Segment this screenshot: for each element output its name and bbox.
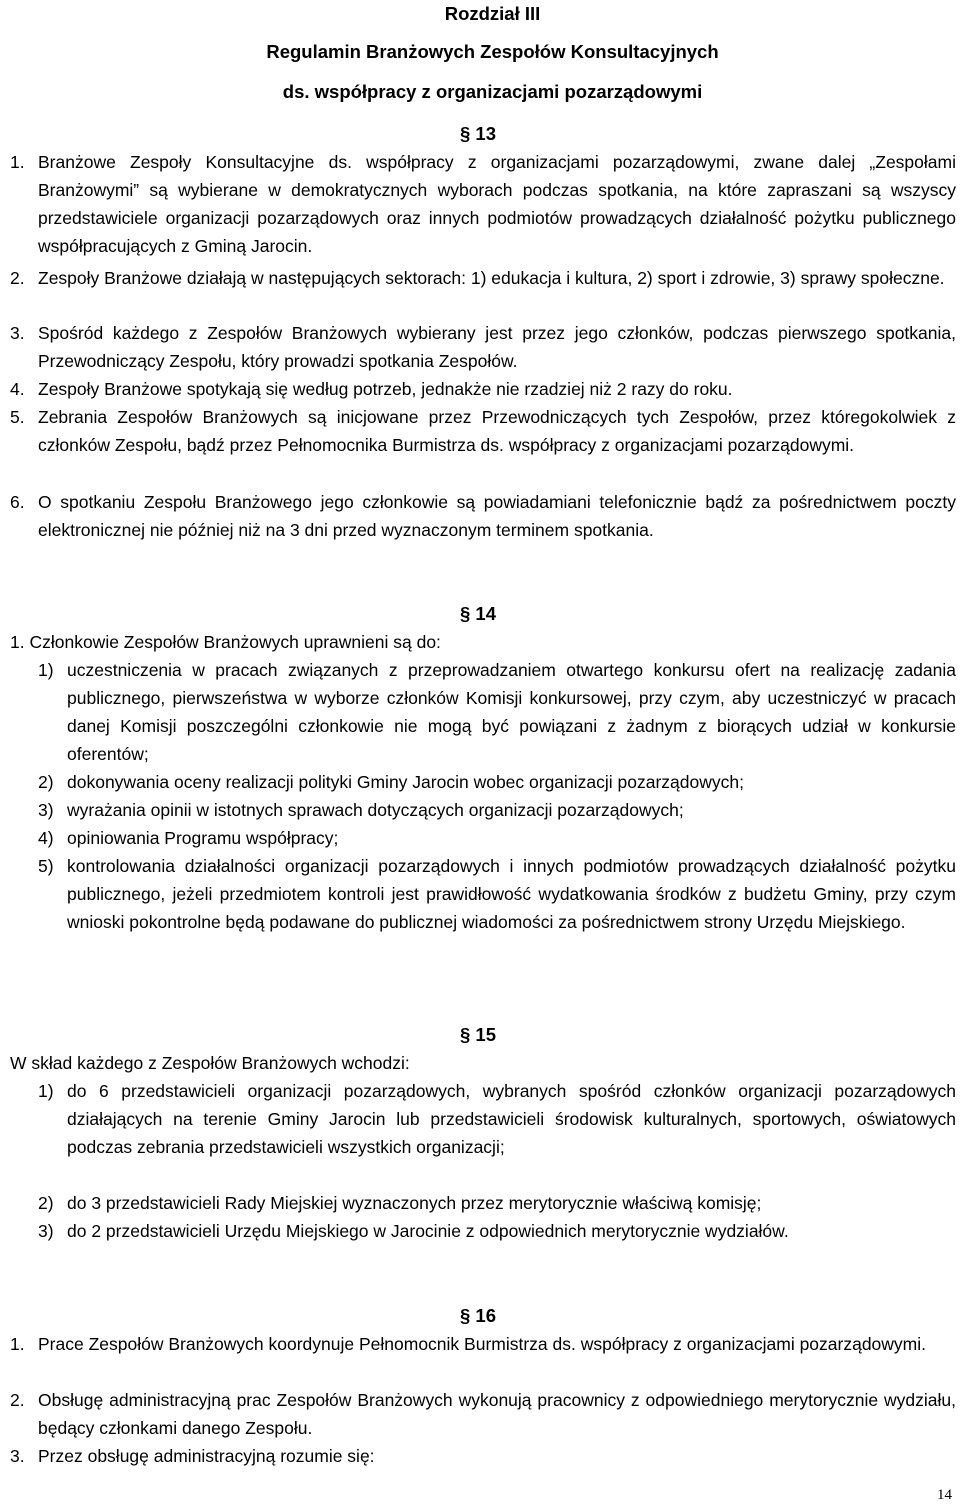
s16-item-2-number: 2. <box>10 1390 25 1410</box>
s14-item-2-text: dokonywania oceny realizacji polityki Gminy Jarocin wobec organizacji pozarządowych; <box>67 772 744 792</box>
s13-item-6 <box>0 488 956 544</box>
s14-item-1-text: uczestniczenia w pracach związanych z przeprowadzaniem otwartego konkursu ofert na realizację zadania publicznego, pierwszeństwa w wyborze członków Komisji konkursowej, przy czym, aby uczestniczyć w pracach danej Komisji poszczególni członkowie nie mogą być powiązani z żadnym z biorących udział w konkursie oferentów; <box>67 660 956 764</box>
s13-item-3-number: 3. <box>10 323 25 343</box>
section-14-heading: § 14 <box>460 603 497 624</box>
s13-item-6-number: 6. <box>10 492 25 512</box>
s15-item-2 <box>0 1189 956 1217</box>
chapter-subtitle-line1: Regulamin Branżowych Zespołów Konsultacyjnych <box>266 41 719 62</box>
s14-intro: 1. Członkowie Zespołów Branżowych uprawnieni są do: <box>10 632 441 652</box>
s15-item-2-text: do 3 przedstawicieli Rady Miejskiej wyznaczonych przez merytorycznie właściwą komisję; <box>67 1193 762 1213</box>
s15-item-3-number: 3) <box>38 1221 54 1241</box>
s14-item-3 <box>0 796 956 824</box>
s14-item-4-text: opiniowania Programu współpracy; <box>67 828 339 848</box>
s14-item-2 <box>0 768 956 796</box>
s15-item-1-text: do 6 przedstawicieli organizacji pozarządowych, wybranych spośród członków organizacji pozarządowych działających na terenie Gminy Jarocin lub przedstawicieli środowisk kulturalnych, sportowych, oświatowych podczas zebrania przedstawicieli wszystkich organizacji; <box>67 1081 956 1157</box>
s13-item-5-number: 5. <box>10 407 25 427</box>
s14-item-3-number: 3) <box>38 800 54 820</box>
s13-item-2 <box>0 264 956 292</box>
s16-item-3 <box>0 1442 956 1470</box>
section-15-heading: § 15 <box>460 1024 497 1045</box>
s13-item-2-number: 2. <box>10 268 25 288</box>
s16-item-3-number: 3. <box>10 1446 25 1466</box>
s14-item-5-number: 5) <box>38 856 54 876</box>
s13-item-1-text: Branżowe Zespoły Konsultacyjne ds. współpracy z organizacjami pozarządowymi, zwane dalej „Zespołami Branżowymi” są wybierane w demokratycznych wyborach podczas spotkania, na które zapraszani są wszyscy przedstawiciele organizacji pozarządowych oraz innych podmiotów prowadzących działalność pożytku publicznego współpracujących z Gminą Jarocin. <box>38 152 956 256</box>
s16-item-3-text: Przez obsługę administracyjną rozumie się: <box>38 1446 375 1466</box>
s15-item-2-number: 2) <box>38 1193 54 1213</box>
s14-item-1 <box>0 656 956 768</box>
s14-item-5-text: kontrolowania działalności organizacji pozarządowych i innych podmiotów prowadzących działalność pożytku publicznego, jeżeli przedmiotem kontroli jest prawidłowość wydatkowania środków z budżetu Gminy, przy czym wnioski pokontrolne będą podawane do publicznej wiadomości za pośrednictwem strony Urzędu Miejskiego. <box>67 856 956 932</box>
s16-item-2-text: Obsługę administracyjną prac Zespołów Branżowych wykonują pracownicy z odpowiedniego merytorycznie wydziału, będący członkami danego Zespołu. <box>38 1390 956 1438</box>
s15-item-3 <box>0 1217 956 1245</box>
s14-item-3-text: wyrażania opinii w istotnych sprawach dotyczących organizacji pozarządowych; <box>67 800 684 820</box>
s14-item-4-number: 4) <box>38 828 54 848</box>
s13-item-6-text: O spotkaniu Zespołu Branżowego jego członkowie są powiadamiani telefonicznie bądź za pośrednictwem poczty elektronicznej nie później niż na 3 dni przed wyznaczonym terminem spotkania. <box>38 492 956 540</box>
s15-intro: W skład każdego z Zespołów Branżowych wchodzi: <box>10 1053 410 1073</box>
s14-item-2-number: 2) <box>38 772 54 792</box>
s16-item-1-number: 1. <box>10 1334 25 1354</box>
s14-item-1-number: 1) <box>38 660 54 680</box>
s15-item-1-number: 1) <box>38 1081 54 1101</box>
s15-item-1 <box>0 1077 956 1161</box>
s13-item-5 <box>0 403 956 459</box>
s16-item-1 <box>0 1330 956 1358</box>
s14-item-4 <box>0 824 956 852</box>
chapter-title: Rozdział III <box>444 3 541 24</box>
section-13-heading: § 13 <box>460 123 497 144</box>
s14-item-5 <box>0 852 956 936</box>
s13-item-5-text: Zebrania Zespołów Branżowych są inicjowane przez Przewodniczących tych Zespołów, przez któregokolwiek z członków Zespołu, bądź przez Pełnomocnika Burmistrza ds. współpracy z organizacjami pozarządowymi. <box>38 407 956 455</box>
s13-item-3 <box>0 319 956 375</box>
s13-item-4-text: Zespoły Branżowe spotykają się według potrzeb, jednakże nie rzadziej niż 2 razy do roku. <box>38 379 733 399</box>
s15-item-3-text: do 2 przedstawicieli Urzędu Miejskiego w Jarocinie z odpowiednich merytorycznie wydziałów. <box>67 1221 789 1241</box>
s13-item-4-number: 4. <box>10 379 25 399</box>
page-number: 14 <box>937 1487 952 1503</box>
s13-item-3-text: Spośród każdego z Zespołów Branżowych wybierany jest przez jego członków, podczas pierwszego spotkania, Przewodniczący Zespołu, który prowadzi spotkania Zespołów. <box>38 323 956 371</box>
section-16-heading: § 16 <box>460 1305 497 1326</box>
s13-item-1 <box>0 148 956 260</box>
s13-item-4 <box>0 375 956 403</box>
s13-item-1-number: 1. <box>10 152 25 172</box>
chapter-subtitle-line2: ds. współpracy z organizacjami pozarządowymi <box>282 81 703 102</box>
s16-item-2 <box>0 1386 956 1442</box>
s16-item-1-text: Prace Zespołów Branżowych koordynuje Pełnomocnik Burmistrza ds. współpracy z organizacjami pozarządowymi. <box>38 1334 927 1354</box>
s13-item-2-text: Zespoły Branżowe działają w następujących sektorach: 1) edukacja i kultura, 2) sport i zdrowie, 3) sprawy społeczne. <box>38 268 945 288</box>
